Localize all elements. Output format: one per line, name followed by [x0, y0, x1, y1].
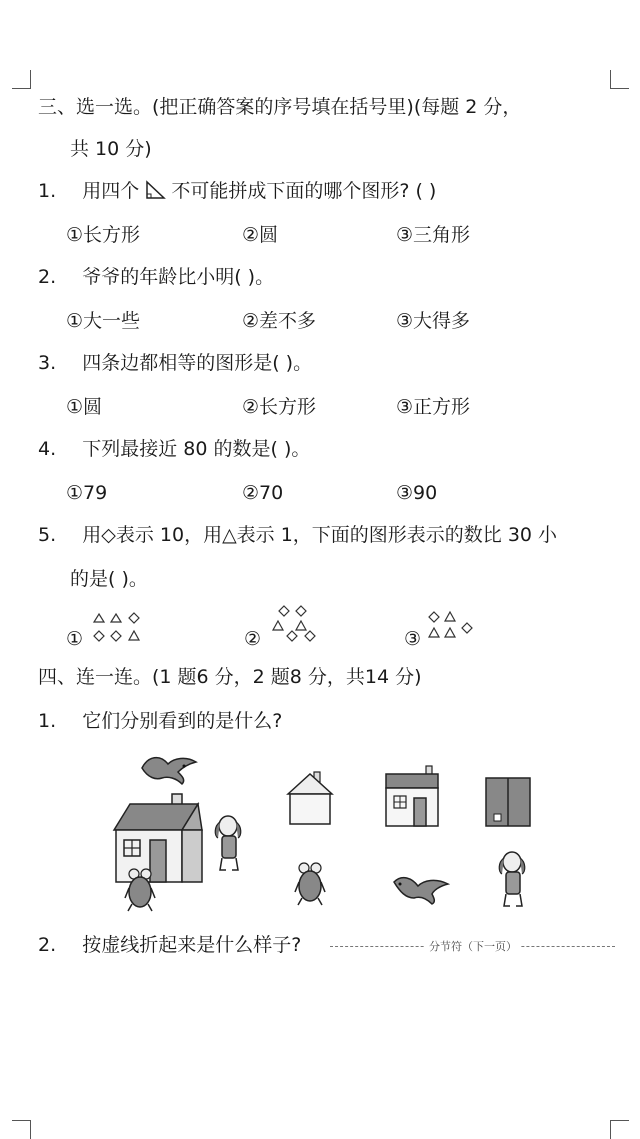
- crop-mark-top-right: [610, 70, 629, 89]
- question-2: [38, 264, 274, 290]
- question-number: 2.: [38, 934, 57, 956]
- diamond-icon: [287, 631, 297, 641]
- question-5-cont: 的是( )。: [70, 568, 148, 590]
- right-triangle-icon: [145, 181, 165, 199]
- triangle-icon: [94, 614, 104, 622]
- bird-icon: [138, 754, 200, 788]
- dog-icon: [494, 850, 530, 910]
- diamond-icon: [305, 631, 315, 641]
- question-number: 3.: [38, 352, 57, 374]
- q4-option-3: ③90: [396, 482, 438, 504]
- q1-option-3: ③三角形: [396, 224, 471, 246]
- q5-option-1: ①: [66, 628, 84, 650]
- question-number: 1.: [38, 710, 57, 732]
- q5-option-1-shapes: [92, 612, 142, 646]
- section4-title: 四、连一连。(1 题6 分，2 题8 分，共14 分): [38, 666, 422, 688]
- q1-option-1: ①长方形: [66, 224, 141, 246]
- question-text: 下列最接近 80 的数是( )。: [82, 438, 311, 460]
- question-3: [38, 350, 312, 376]
- diamond-icon: [462, 623, 472, 633]
- crop-mark-bottom-right: [610, 1120, 629, 1139]
- question-1: [38, 178, 436, 204]
- question-text: 用四个: [82, 180, 140, 202]
- diamond-icon: [111, 631, 121, 641]
- q2-option-1: ①大一些: [66, 310, 141, 332]
- house-front-view-icon: [286, 770, 334, 826]
- q1-option-2: ②圆: [242, 224, 279, 246]
- q3-option-1: ①圆: [66, 396, 103, 418]
- question-number: 5.: [38, 524, 57, 546]
- q5-option-2-shapes: [270, 604, 320, 646]
- diamond-icon: [279, 606, 289, 616]
- question-text: 按虚线折起来是什么样子?: [82, 934, 302, 956]
- frog-icon: [124, 868, 156, 912]
- question-text: 四条边都相等的图形是( )。: [82, 352, 313, 374]
- section-break-label: 分节符（下一页）: [425, 938, 521, 954]
- crop-mark-bottom-left: [12, 1120, 31, 1139]
- question-number: 4.: [38, 438, 57, 460]
- question-4: [38, 436, 310, 462]
- question-text: 爷爷的年龄比小明( )。: [82, 266, 275, 288]
- q5-option-3-shapes: [426, 610, 476, 646]
- section3-title: 三、选一选。(把正确答案的序号填在括号里)(每题 2 分，: [38, 96, 522, 118]
- section3-title-cont: 共 10 分): [70, 138, 152, 160]
- q2-option-2: ②差不多: [242, 310, 317, 332]
- crop-mark-top-left: [12, 70, 31, 89]
- question-text-after: 不可能拼成下面的哪个图形? ( ): [171, 180, 437, 202]
- question-5: [38, 522, 557, 548]
- s4-question-1: [38, 708, 282, 734]
- dog-icon: [210, 814, 246, 874]
- diamond-icon: [296, 606, 306, 616]
- q3-option-3: ③正方形: [396, 396, 471, 418]
- question-text: 它们分别看到的是什么?: [82, 710, 283, 732]
- s4-question-2: [38, 932, 301, 958]
- q4-option-2: ②70: [242, 482, 284, 504]
- q3-option-2: ②长方形: [242, 396, 317, 418]
- house-top-view-icon: [484, 776, 532, 828]
- triangle-icon: [429, 628, 439, 637]
- frog-icon: [294, 862, 326, 906]
- question-text: 用◇表示 10，用△表示 1，下面的图形表示的数比 30 小: [82, 524, 558, 546]
- diamond-icon: [429, 612, 439, 622]
- triangle-icon: [445, 612, 455, 621]
- triangle-icon: [445, 628, 455, 637]
- triangle-icon: [273, 621, 283, 630]
- house-side-view-icon: [384, 766, 440, 828]
- q4-option-1: ①79: [66, 482, 108, 504]
- triangle-icon: [111, 614, 121, 622]
- q5-option-3: ③: [404, 628, 422, 650]
- q2-option-3: ③大得多: [396, 310, 471, 332]
- diamond-icon: [129, 613, 139, 623]
- triangle-icon: [129, 631, 139, 640]
- triangle-icon: [296, 621, 306, 630]
- question-number: 2.: [38, 266, 57, 288]
- diamond-icon: [94, 631, 104, 641]
- question-number: 1.: [38, 180, 57, 202]
- q5-option-2: ②: [244, 628, 262, 650]
- bird-icon: [392, 872, 450, 906]
